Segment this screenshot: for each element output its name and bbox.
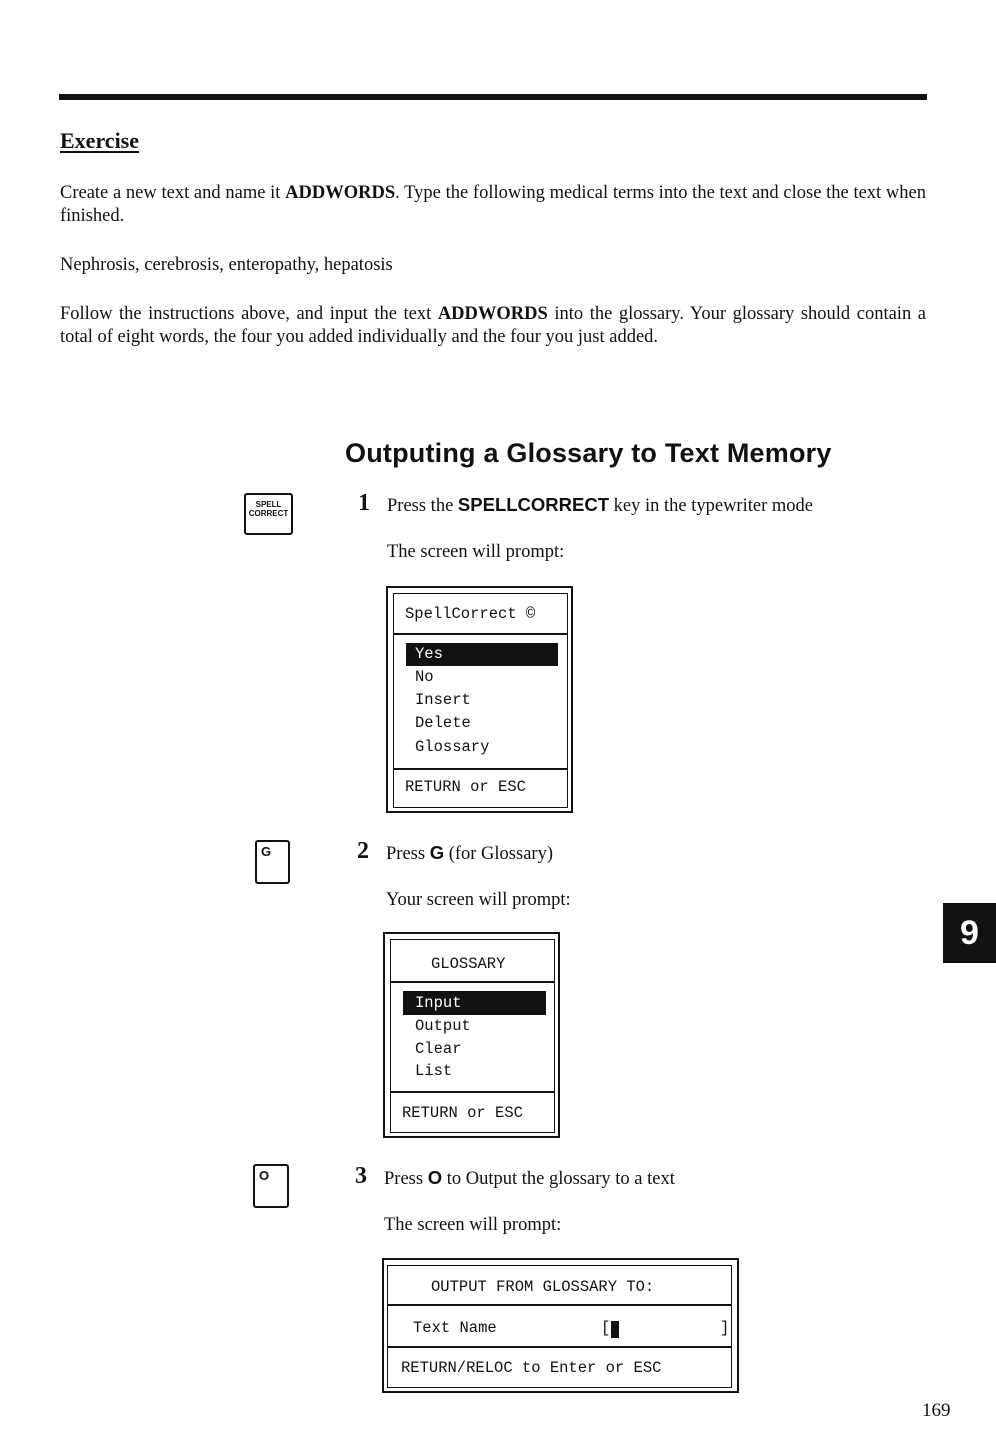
spellcorrect-key-icon: SPELL CORRECT: [244, 493, 293, 535]
step-2-instruction: Press G (for Glossary): [386, 842, 553, 864]
screen-title: GLOSSARY: [431, 955, 506, 973]
screen-title: OUTPUT FROM GLOSSARY TO:: [431, 1278, 655, 1296]
exercise-paragraph-2: Follow the instructions above, and input the text ADDWORDS into the glossary. Your glossary should contain a total of eight words, the four you added individually and the four you just added.: [60, 304, 926, 347]
o-key-icon: O: [253, 1164, 289, 1208]
exercise-heading: Exercise: [60, 128, 140, 153]
step-2-prompt: Your screen will prompt:: [386, 890, 571, 910]
screen-footer: RETURN or ESC: [402, 1104, 523, 1122]
text-name-label: Text Name: [413, 1319, 497, 1337]
output-glossary-screen: [382, 1258, 739, 1393]
step-1-instruction: Press the SPELLCORRECT key in the typewriter mode: [387, 494, 813, 516]
section-title: Outputing a Glossary to Text Memory: [345, 438, 832, 468]
menu-item-input[interactable]: Input: [415, 994, 462, 1012]
menu-item-clear[interactable]: Clear: [415, 1040, 462, 1058]
menu-item-glossary[interactable]: Glossary: [415, 738, 490, 756]
menu-item-yes[interactable]: Yes: [415, 645, 443, 663]
menu-item-no[interactable]: No: [415, 668, 434, 686]
step-3-instruction: Press O to Output the glossary to a text: [384, 1167, 675, 1189]
menu-item-output[interactable]: Output: [415, 1017, 471, 1035]
cursor-block: [611, 1321, 619, 1338]
menu-item-list[interactable]: List: [415, 1062, 453, 1080]
step-2-number: 2: [357, 838, 369, 864]
step-3-number: 3: [355, 1163, 367, 1189]
page-number: 169: [922, 1400, 951, 1421]
spellcorrect-menu-screen: [386, 586, 573, 813]
step-3-prompt: The screen will prompt:: [384, 1215, 562, 1235]
step-1-number: 1: [358, 490, 370, 516]
g-key-icon: G: [255, 840, 290, 884]
chapter-tab: 9: [943, 903, 996, 963]
exercise-paragraph-1: Create a new text and name it ADDWORDS. Type the following medical terms into the text and close the text when finished.: [60, 183, 926, 226]
field-bracket-open: [: [601, 1319, 611, 1337]
field-bracket-close: ]: [720, 1319, 730, 1337]
text-name-input[interactable]: [610, 1321, 730, 1339]
screen-footer: RETURN or ESC: [405, 778, 526, 796]
screen-footer: RETURN/RELOC to Enter or ESC: [401, 1359, 662, 1377]
glossary-menu-screen: [383, 932, 560, 1138]
menu-item-delete[interactable]: Delete: [415, 714, 471, 732]
step-1-prompt: The screen will prompt:: [387, 542, 565, 562]
top-rule: [59, 94, 927, 100]
menu-item-insert[interactable]: Insert: [415, 691, 471, 709]
screen-title: SpellCorrect ©: [405, 605, 536, 623]
medical-terms-line: Nephrosis, cerebrosis, enteropathy, hepatosis: [60, 255, 393, 275]
